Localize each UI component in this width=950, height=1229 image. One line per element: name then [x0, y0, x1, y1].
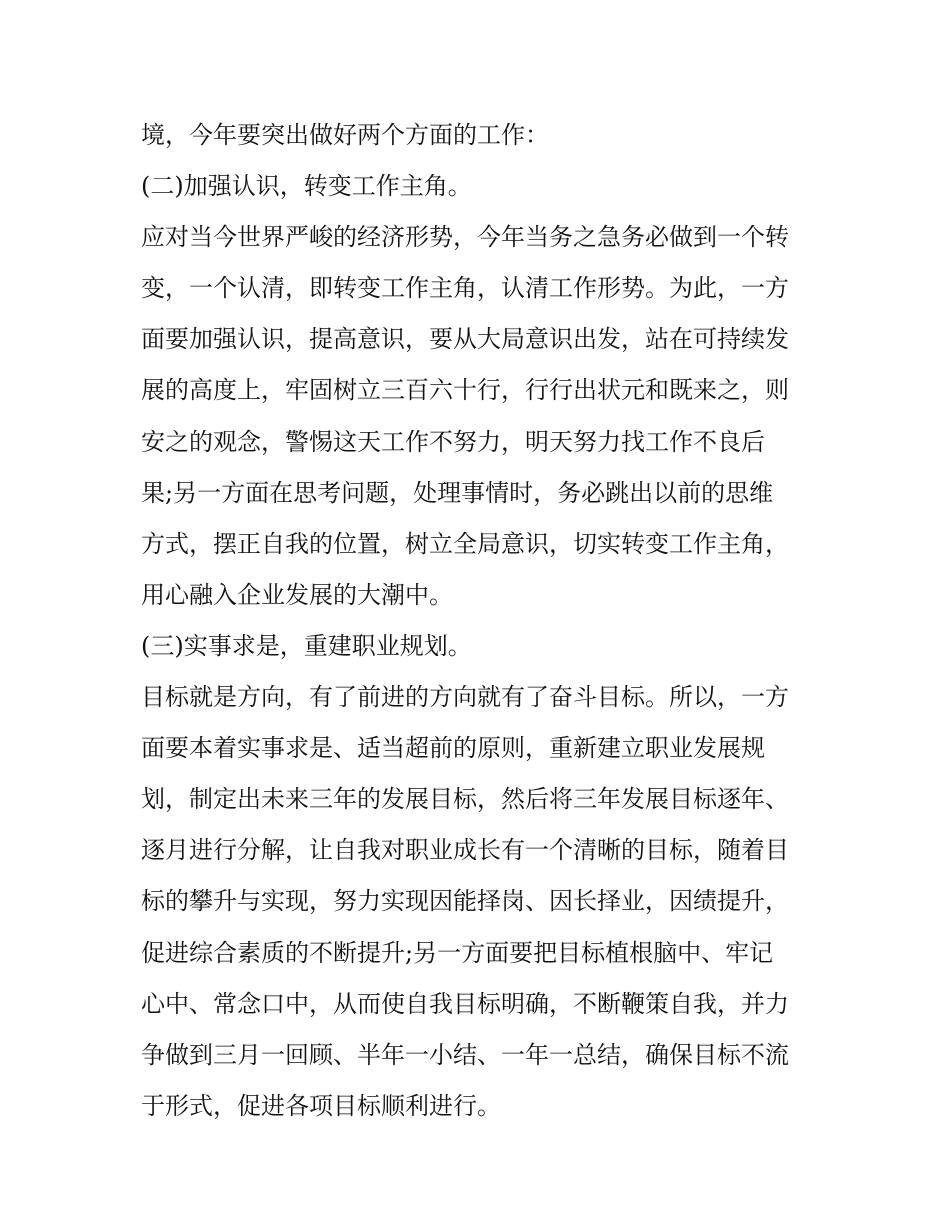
text-line: 用心融入企业发展的大潮中。 [141, 580, 453, 609]
text-line: 方式，摆正自我的位置，树立全局意识，切实转变工作主角， [141, 529, 789, 558]
text-line: 于形式，促进各项目标顺利进行。 [141, 1091, 501, 1120]
text-line: 标的攀升与实现，努力实现因能择岗、因长择业，因绩提升， [141, 887, 789, 916]
text-line: 促进综合素质的不断提升;另一方面要把目标植根脑中、牢记 [141, 938, 774, 967]
section-heading-3: (三)实事求是，重建职业规划。 [141, 631, 472, 660]
text-line: 安之的观念，警惕这天工作不努力，明天努力找工作不良后 [141, 427, 765, 456]
text-line: 目标就是方向，有了前进的方向就有了奋斗目标。所以，一方 [141, 683, 789, 712]
text-line: 面要本着实事求是、适当超前的原则，重新建立职业发展规 [141, 734, 765, 763]
text-line: 逐月进行分解，让自我对职业成长有一个清晰的目标，随着目 [141, 836, 789, 865]
text-line: 划，制定出未来三年的发展目标，然后将三年发展目标逐年、 [141, 785, 789, 814]
text-line: 变，一个认清，即转变工作主角，认清工作形势。为此，一方 [141, 274, 789, 303]
text-line: 果;另一方面在思考问题，处理事情时，务必跳出以前的思维 [141, 478, 774, 507]
document-body [141, 110, 821, 1132]
text-line: 展的高度上，牢固树立三百六十行，行行出状元和既来之，则 [141, 376, 789, 405]
text-line: 面要加强认识，提高意识，要从大局意识出发，站在可持续发 [141, 325, 789, 354]
text-line: 争做到三月一回顾、半年一小结、一年一总结，确保目标不流 [141, 1040, 789, 1069]
text-line: 应对当今世界严峻的经济形势，今年当务之急务必做到一个转 [141, 223, 789, 252]
section-heading-2: (二)加强认识，转变工作主角。 [141, 172, 472, 201]
text-line: 心中、常念口中，从而使自我目标明确，不断鞭策自我，并力 [141, 989, 789, 1018]
text-line: 境，今年要突出做好两个方面的工作： [141, 121, 549, 149]
